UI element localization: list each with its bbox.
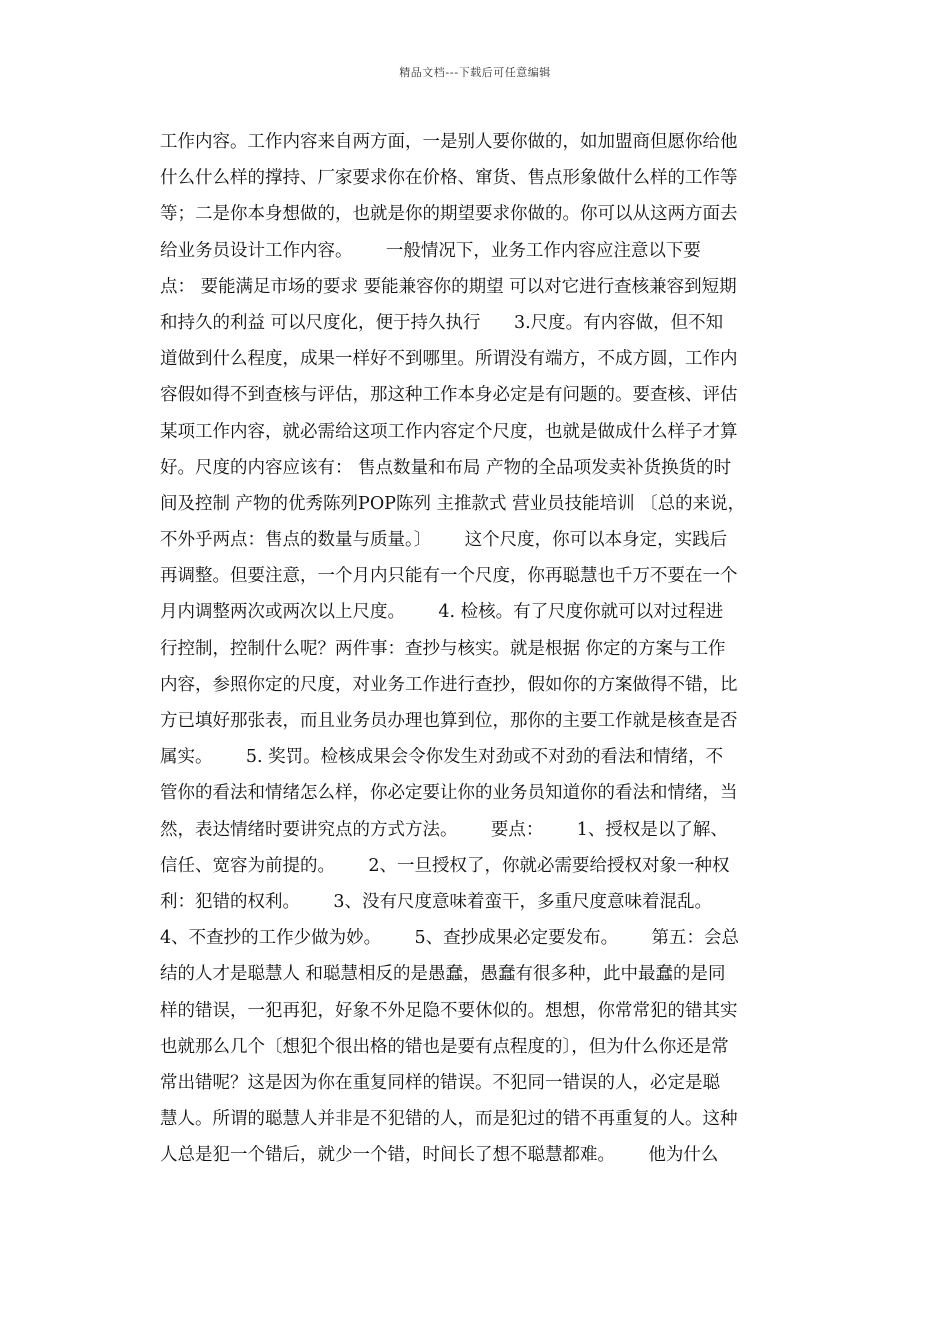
text-line: 容假如得不到查核与评估，那这种工作本身必定是有问题的。要查核、评估 bbox=[160, 385, 738, 406]
text-line: 信任、宽容为前提的。 2、一旦授权了，你就必需要给授权对象一种权 bbox=[160, 855, 730, 876]
text-line: 常出错呢？这是因为你在重复同样的错误。不犯同一错误的人，必定是聪 bbox=[160, 1072, 720, 1093]
text-line: 月内调整两次或两次以上尺度。 4. 检核。有了尺度你就可以对过程进 bbox=[160, 602, 724, 623]
text-line: 慧人。所谓的聪慧人并非是不犯错的人，而是犯过的错不再重复的人。这种 bbox=[160, 1109, 738, 1130]
text-line: 点： 要能满足市场的要求 要能兼容你的期望 可以对它进行查核兼容到短期 bbox=[160, 276, 737, 297]
text-line: 不外乎两点：售点的数量与质量。〕 这个尺度，你可以本身定，实践后 bbox=[160, 530, 728, 551]
document-body bbox=[160, 124, 800, 1173]
text-line: 道做到什么程度，成果一样好不到哪里。所谓没有端方，不成方圆，工作内 bbox=[160, 349, 738, 370]
text-line: 给业务员设计工作内容。 一般情况下，业务工作内容应注意以下要 bbox=[160, 240, 701, 261]
text-line: 和持久的利益 可以尺度化，便于持久执行 3.尺度。有内容做，但不知 bbox=[160, 312, 724, 333]
text-line: 再调整。但要注意，一个月内只能有一个尺度，你再聪慧也千万不要在一个 bbox=[160, 566, 738, 587]
page-header: 精品文档---下载后可任意编辑 bbox=[399, 66, 551, 79]
text-line: 什么什么样的撑持、厂家要求你在价格、窜货、售点形象做什么样的工作等 bbox=[160, 168, 738, 189]
text-line: 然，表达情绪时要讲究点的方式方法。 要点： 1、授权是以了解、 bbox=[160, 819, 728, 840]
text-line: 行控制，控制什么呢？两件事：查抄与核实。就是根据 你定的方案与工作 bbox=[160, 638, 726, 659]
text-line: 4、不查抄的工作少做为妙。 5、查抄成果必定要发布。 第五：会总 bbox=[160, 928, 740, 949]
text-line: 属实。 5. 奖罚。检核成果会令你发生对劲或不对劲的看法和情绪，不 bbox=[160, 747, 724, 768]
text-line: 人总是犯一个错后，就少一个错，时间长了想不聪慧都难。 他为什么 bbox=[160, 1145, 719, 1166]
text-line: 利：犯错的权利。 3、没有尺度意味着蛮干，多重尺度意味着混乱。 bbox=[160, 891, 713, 912]
text-line: 结的人才是聪慧人 和聪慧相反的是愚蠢，愚蠢有很多种，此中最蠢的是同 bbox=[160, 964, 726, 985]
text-line: 管你的看法和情绪怎么样，你必定要让你的业务员知道你的看法和情绪，当 bbox=[160, 783, 738, 804]
text-line: 好。尺度的内容应该有： 售点数量和布局 产物的全品项发卖补货换货的时 bbox=[160, 457, 732, 478]
text-line: 样的错误，一犯再犯，好象不外足隐不要休似的。想想，你常常犯的错其实 bbox=[160, 1000, 738, 1021]
text-line: 方已填好那张表，而且业务员办理也算到位，那你的主要工作就是核查是否 bbox=[160, 711, 738, 731]
text-line: 间及控制 产物的优秀陈列POP陈列 主推款式 营业员技能培训 〔总的来说， bbox=[160, 493, 746, 514]
text-line: 某项工作内容，就必需给这项工作内容定个尺度，也就是做成什么样子才算 bbox=[160, 421, 738, 442]
text-line: 也就那么几个〔想犯个很出格的错也是要有点程度的〕，但为什么你还是常 bbox=[160, 1036, 729, 1057]
text-line: 等；二是你本身想做的，也就是你的期望要求你做的。你可以从这两方面去 bbox=[160, 204, 738, 225]
text-line: 工作内容。工作内容来自两方面，一是别人要你做的，如加盟商但愿你给他 bbox=[160, 132, 738, 152]
text-line: 内容，参照你定的尺度，对业务工作进行查抄，假如你的方案做得不错，比 bbox=[160, 674, 738, 695]
